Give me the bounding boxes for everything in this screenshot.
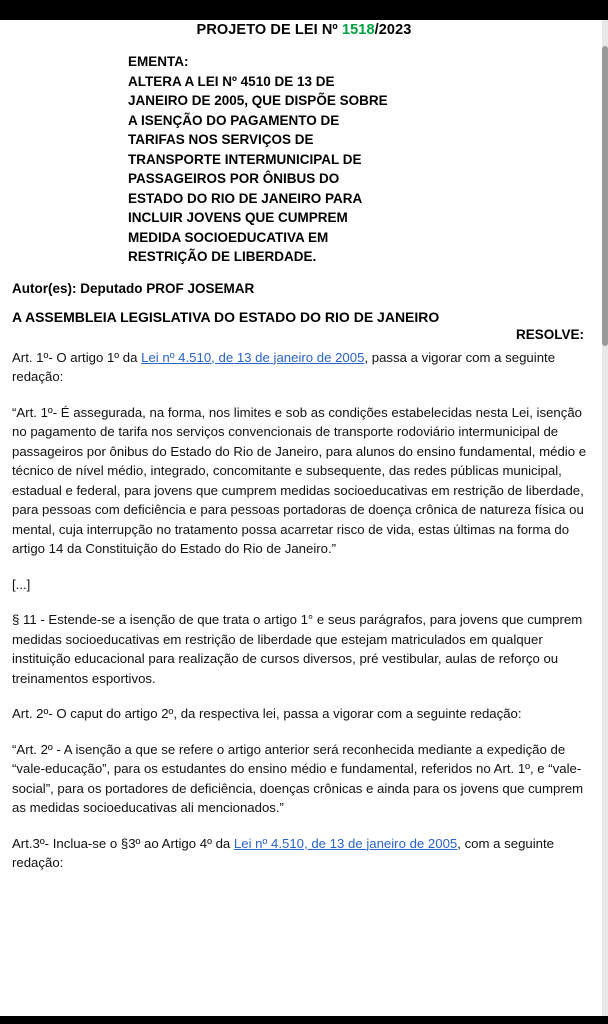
title-number: 1518: [341, 22, 375, 38]
title-suffix: /2023: [374, 22, 412, 38]
bottom-black-bar: [0, 1016, 608, 1024]
article-1-intro-post: , passa a vigorar com a seguinte redação:: [12, 349, 556, 384]
author-name: Deputado PROF JOSEMAR: [80, 280, 255, 296]
article-2-quote: “Art. 2º - A isenção a que se refere o artigo anterior será reconhecida mediante a expedição de “vale-educação”, para os estudantes do ensino médio e fundamental, referidos no Art. 1º, e “vale-social”, para os portadores de deficiência, doenças crônicas e ainda para os jovens que cumprem as medidas socioeducativas ali mencionados.”: [12, 741, 584, 815]
ementa-text: ALTERA A LEI Nº 4510 DE 13 DE JANEIRO DE 2005, QUE DISPÕE SOBRE A ISENÇÃO DO PAGAMENTO DE TARIFAS NOS SERVIÇOS DE TRANSPORTE INTERMUNICIPAL DE PASSAGEIROS POR ÔNIBUS DO ESTADO DO RIO DE JANEIRO PARA INCLUIR JOVENS QUE CUMPREM MEDIDA SOCIOEDUCATIVA EM RESTRIÇÃO DE LIBERDADE.: [128, 73, 388, 264]
paragraph-11: § 11 - Estende-se a isenção de que trata o artigo 1° e seus parágrafos, para jovens que cumprem medidas socioeducativas em restrição de liberdade que estejam matriculados em qualquer instituição educacional para realização de cursos diversos, pré vestibular, aulas de reforço ou treinamentos esportivos.: [12, 612, 583, 686]
title-prefix: PROJETO DE LEI Nº: [196, 22, 342, 38]
article-3-intro-pre: Art.3º- Inclua-se o §3º ao Artigo 4º da: [12, 835, 234, 851]
resolve-label: RESOLVE:: [515, 326, 584, 342]
article-2-intro: Art. 2º- O caput do artigo 2º, da respectiva lei, passa a vigorar com a seguinte redação:: [12, 706, 522, 721]
article-1-intro: [10, 348, 598, 387]
scrollbar-thumb[interactable]: [602, 46, 608, 346]
law-reference-link[interactable]: Lei nº 4.510, de 13 de janeiro de 2005: [141, 349, 365, 365]
article-3-intro-post: , com a seguinte redação:: [12, 835, 555, 870]
ellipsis-marker: [...]: [12, 576, 31, 592]
article-1-intro-pre: Art. 1º- O artigo 1º da: [12, 349, 142, 365]
top-black-bar: [0, 0, 608, 20]
ementa-label: EMENTA:: [128, 54, 189, 69]
page-title: [10, 22, 598, 38]
assembly-heading: A ASSEMBLEIA LEGISLATIVA DO ESTADO DO RIO DE JANEIRO: [12, 308, 440, 325]
author-line: [10, 281, 598, 296]
law-reference-link-2[interactable]: Lei nº 4.510, de 13 de janeiro de 2005: [233, 835, 458, 851]
article-1-quote: “Art. 1º- É assegurada, na forma, nos limites e sob as condições estabelecidas nesta Lei, isenção no pagamento de tarifa nos serviços convencionais de transporte rodoviário intermunicipal de passageiros por ônibus do Estado do Rio de Janeiro, para alunos do ensino fundamental, médio e técnico de nível médio, integrado, concomitante e subsequente, das redes públicas municipal, estadual e federal, para jovens que cumprem medidas socioeducativas em restrição de liberdade, para pessoas com deficiência e para pessoas portadoras de doença crônica de natureza física ou mental, cuja interrupção no tratamento possa acarretar risco de vida, estas últimas na forma do artigo 14 da Constituição do Estado do Rio de Janeiro.”: [12, 404, 587, 556]
author-label: Autor(es):: [12, 280, 81, 296]
scrollbar-track[interactable]: [602, 20, 608, 1020]
ementa-block: [10, 52, 598, 267]
article-3-intro: [10, 834, 598, 873]
